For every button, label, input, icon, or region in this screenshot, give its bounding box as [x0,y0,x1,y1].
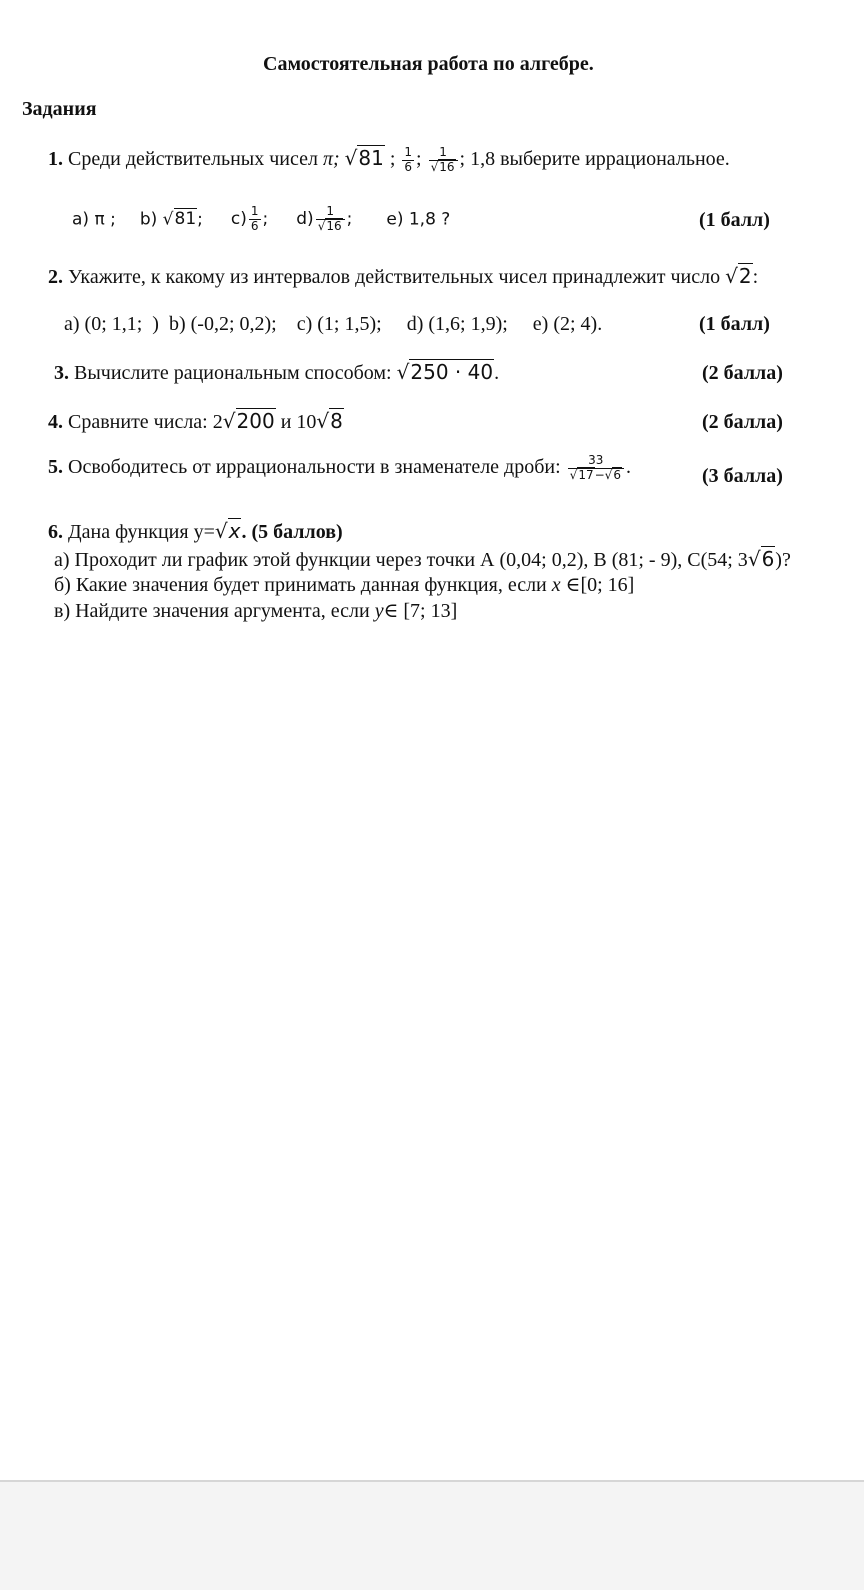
task-1-option-c: c) $\frac{1}{6}$ ; [230,204,269,233]
task-6-text: Дана функция y= [68,521,215,543]
task-4-text: Сравните числа: [68,411,208,433]
task-1-option-d: d) $\frac{1}{√16}$ ; [296,204,353,233]
task-1-options [72,205,450,234]
task-5-fraction: $\frac{33}{√17-√6}$ [568,454,624,483]
task-6-number: 6. [48,521,63,543]
task-1-text: Среди действительных чисел [68,147,318,170]
task-5-number: 5. [48,455,63,478]
section-heading: Задания [22,98,97,120]
task-2-options: a) (0; 1,1; ) b) (-0,2; 0,2); c) (1; 1,5); d) (1,6; 1,9); e) (2; 4). [64,313,603,335]
task-1-pi: π; [322,147,340,170]
task-2-statement: 2. Укажите, к какому из интервалов действительных чисел принадлежит число √2: [48,264,759,288]
task-4-number: 4. [48,411,63,433]
page-bottom-area [0,1480,864,1590]
task-3-points: (2 балла) [702,362,783,384]
task-1-number: 1. [48,147,63,170]
task-1-points: (1 балл) [699,209,770,231]
task-4-expression-a: 2√200 [212,409,275,433]
task-1-option-b: b) √81; [139,209,203,230]
task-4-expression-b: и 10√8 [280,409,343,433]
task-1-text-end: ; 1,8 выберите иррациональное. [459,147,730,170]
task-5-points: (3 балла) [702,465,783,487]
task-1-fraction-1-6: $\frac{1}{6}$ [404,145,413,174]
task-6-sqrt-x: √x [214,519,241,543]
task-6-part-a: а) Проходит ли график этой функции через точки А (0,04; 0,2), В (81; - 9), С(54; 3√6)? [54,547,791,571]
task-1-statement: 1. Среди действительных чисел π; √81 ; $\frac{1}{6}$ ; $\frac{1}{√16}$ ; 1,8 выберите иррациональное. [48,145,730,174]
task-1-sqrt-81: √81 [344,145,384,170]
task-2-points: (1 балл) [699,313,770,335]
task-2-sqrt-2: √2 [725,264,752,288]
task-6-part-c: в) Найдите значения аргумента, если y∈ [7; 13] [54,600,458,622]
task-1-option-a: a) π ; [72,209,116,230]
task-4-points: (2 балла) [702,411,783,433]
task-3-text: Вычислите рациональным способом: [74,362,392,384]
page-title: Самостоятельная работа по алгебре. [263,53,594,75]
task-2-number: 2. [48,266,63,288]
task-6-statement: 6. Дана функция y=√x. (5 баллов) [48,519,343,543]
task-2-text: Укажите, к какому из интервалов действительных чисел принадлежит число [68,266,721,288]
task-6-points: (5 баллов) [251,521,343,543]
task-3-number: 3. [54,362,69,384]
task-4-statement [48,410,344,434]
task-1-option-e: e) 1,8 ? [386,209,451,230]
task-6-part-b: б) Какие значения будет принимать данная функция, если x ∈[0; 16] [54,574,635,596]
task-1-fraction-1-sqrt16: $\frac{1}{√16}$ [429,146,458,175]
task-3-statement: 3. Вычислите рациональным способом: √250 · 40. [54,360,500,384]
task-3-sqrt-expression: √250 · 40 [396,360,494,384]
task-5-statement: 5. Освободитесь от иррациональности в знаменателе дроби: $\frac{33}{√17-√6}$ . [48,453,631,482]
task-5-text: Освободитесь от иррациональности в знаменателе дроби: [68,455,561,478]
